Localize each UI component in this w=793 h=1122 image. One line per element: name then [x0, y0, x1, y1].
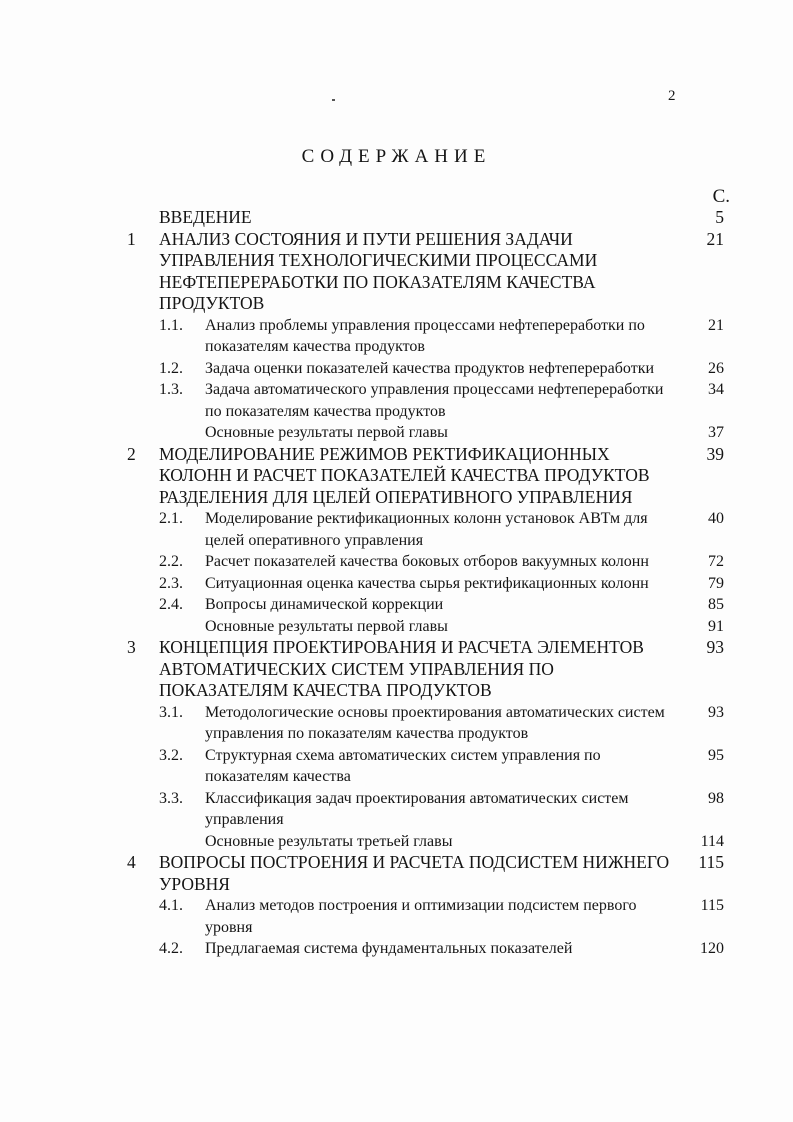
page-number: 2 — [668, 88, 676, 104]
toc-entry-number: 2.4. — [159, 596, 183, 613]
toc-entry-intro — [0, 207, 793, 229]
toc-entry-title: ВОПРОСЫ ПОСТРОЕНИЯ И РАСЧЕТА ПОДСИСТЕМ НИЖНЕГО УРОВНЯ — [159, 852, 670, 894]
toc-entry-title: Классификация задач проектирования автоматических систем управления — [205, 789, 629, 828]
toc-entry-section — [0, 788, 793, 831]
toc-entry-title: Вопросы динамической коррекции — [205, 596, 444, 613]
toc-entry-chapter — [0, 852, 793, 895]
toc-entry-number: 1.1. — [159, 316, 183, 334]
toc-entry-page: 5 — [715, 207, 724, 227]
toc-entry-section — [0, 895, 793, 938]
toc-entry-section — [0, 745, 793, 788]
toc-entry-title: Структурная схема автоматических систем управления по показателям качества — [205, 746, 601, 785]
page-column-header: С. — [712, 186, 730, 207]
toc-entry-title: Предлагаемая система фундаментальных показателей — [205, 940, 573, 957]
toc-entry-title: Методологические основы проектирования автоматических систем управления по показателям качества продуктов — [205, 703, 665, 742]
toc-entry-page: 39 — [706, 443, 724, 464]
toc-entry-page: 21 — [708, 316, 724, 334]
toc-entry-number: 3.1. — [159, 703, 183, 721]
toc-entry-number: 4.2. — [159, 940, 183, 957]
table-of-contents — [0, 207, 793, 960]
toc-entry-number: 1.2. — [159, 359, 183, 377]
toc-entry-title: Основные результаты третьей главы — [205, 832, 453, 850]
toc-entry-title: Задача автоматического управления процессами нефтепереработки по показателям качества продуктов — [205, 381, 664, 420]
toc-entry-title: Расчет показателей качества боковых отборов вакуумных колонн — [205, 553, 649, 570]
toc-entry-section — [0, 702, 793, 745]
toc-entry-title: КОНЦЕПЦИЯ ПРОЕКТИРОВАНИЯ И РАСЧЕТА ЭЛЕМЕНТОВ АВТОМАТИЧЕСКИХ СИСТЕМ УПРАВЛЕНИЯ ПО ПОКАЗАТЕЛЯМ КАЧЕСТВА ПРОДУКТОВ — [159, 637, 644, 700]
toc-entry-section — [0, 358, 793, 380]
toc-entry-section — [0, 594, 793, 616]
toc-entry-chapter — [0, 637, 793, 702]
toc-entry-number: 3 — [127, 637, 136, 657]
toc-entry-number: 3.2. — [159, 746, 183, 764]
toc-entry-title: Моделирование ректификационных колонн установок АВТм для целей оперативного управления — [205, 510, 648, 549]
toc-entry-section — [0, 379, 793, 422]
toc-entry-section — [0, 508, 793, 551]
toc-entry-title: МОДЕЛИРОВАНИЕ РЕЖИМОВ РЕКТИФИКАЦИОННЫХ КОЛОНН И РАСЧЕТ ПОКАЗАТЕЛЕЙ КАЧЕСТВА ПРОДУКТОВ РАЗДЕЛЕНИЯ ДЛЯ ЦЕЛЕЙ ОПЕРАТИВНОГО УПРАВЛЕНИЯ — [159, 443, 650, 507]
toc-entry-chapter — [0, 444, 793, 509]
toc-entry-title: ВВЕДЕНИЕ — [159, 207, 252, 227]
toc-entry-chapter — [0, 229, 793, 315]
toc-entry-title: Основные результаты первой главы — [205, 424, 448, 441]
toc-entry-page: 91 — [708, 617, 724, 635]
toc-entry-summary — [0, 422, 793, 444]
toc-entry-page: 26 — [708, 359, 724, 377]
toc-entry-number: 1.3. — [159, 381, 183, 398]
toc-entry-page: 93 — [706, 637, 724, 657]
toc-entry-page: 120 — [700, 940, 724, 957]
toc-entry-page: 85 — [708, 596, 724, 613]
toc-entry-page: 115 — [700, 897, 724, 914]
toc-entry-number: 2.1. — [159, 510, 183, 527]
toc-entry-page: 21 — [706, 228, 724, 249]
toc-entry-page: 34 — [708, 381, 724, 398]
toc-entry-page: 40 — [708, 510, 724, 527]
toc-entry-section — [0, 573, 793, 595]
toc-entry-page: 93 — [708, 703, 724, 721]
toc-entry-number: 4 — [127, 852, 136, 872]
toc-entry-page: 72 — [708, 553, 724, 570]
toc-entry-page: 79 — [708, 574, 724, 592]
toc-entry-page: 115 — [698, 852, 724, 872]
toc-entry-number: 4.1. — [159, 897, 183, 914]
toc-entry-summary — [0, 616, 793, 638]
toc-entry-section — [0, 315, 793, 358]
toc-entry-title: Анализ методов построения и оптимизации подсистем первого уровня — [205, 897, 637, 936]
toc-entry-number: 2 — [127, 443, 136, 464]
toc-entry-title: Задача оценки показателей качества продуктов нефтепереработки — [205, 359, 655, 377]
toc-entry-number: 2.3. — [159, 574, 183, 592]
toc-entry-page: 37 — [708, 424, 724, 441]
toc-entry-page: 114 — [700, 832, 724, 850]
toc-entry-page: 95 — [708, 746, 724, 764]
scan-speck — [332, 99, 335, 101]
toc-entry-number: 1 — [127, 228, 136, 249]
toc-entry-number: 3.3. — [159, 789, 183, 807]
toc-entry-title: Ситуационная оценка качества сырья ректификационных колонн — [205, 574, 649, 592]
toc-entry-section — [0, 551, 793, 573]
toc-entry-page: 98 — [708, 789, 724, 807]
toc-entry-title: АНАЛИЗ СОСТОЯНИЯ И ПУТИ РЕШЕНИЯ ЗАДАЧИ УПРАВЛЕНИЯ ТЕХНОЛОГИЧЕСКИМИ ПРОЦЕССАМИ НЕФТЕПЕРЕРАБОТКИ ПО ПОКАЗАТЕЛЯМ КАЧЕСТВА ПРОДУКТОВ — [159, 228, 598, 313]
toc-entry-title: Основные результаты первой главы — [205, 617, 448, 635]
toc-entry-title: Анализ проблемы управления процессами нефтепереработки по показателям качества продуктов — [205, 316, 645, 355]
toc-entry-summary — [0, 831, 793, 853]
toc-entry-section — [0, 938, 793, 960]
toc-entry-number: 2.2. — [159, 553, 183, 570]
page-title: СОДЕРЖАНИЕ — [301, 146, 492, 167]
